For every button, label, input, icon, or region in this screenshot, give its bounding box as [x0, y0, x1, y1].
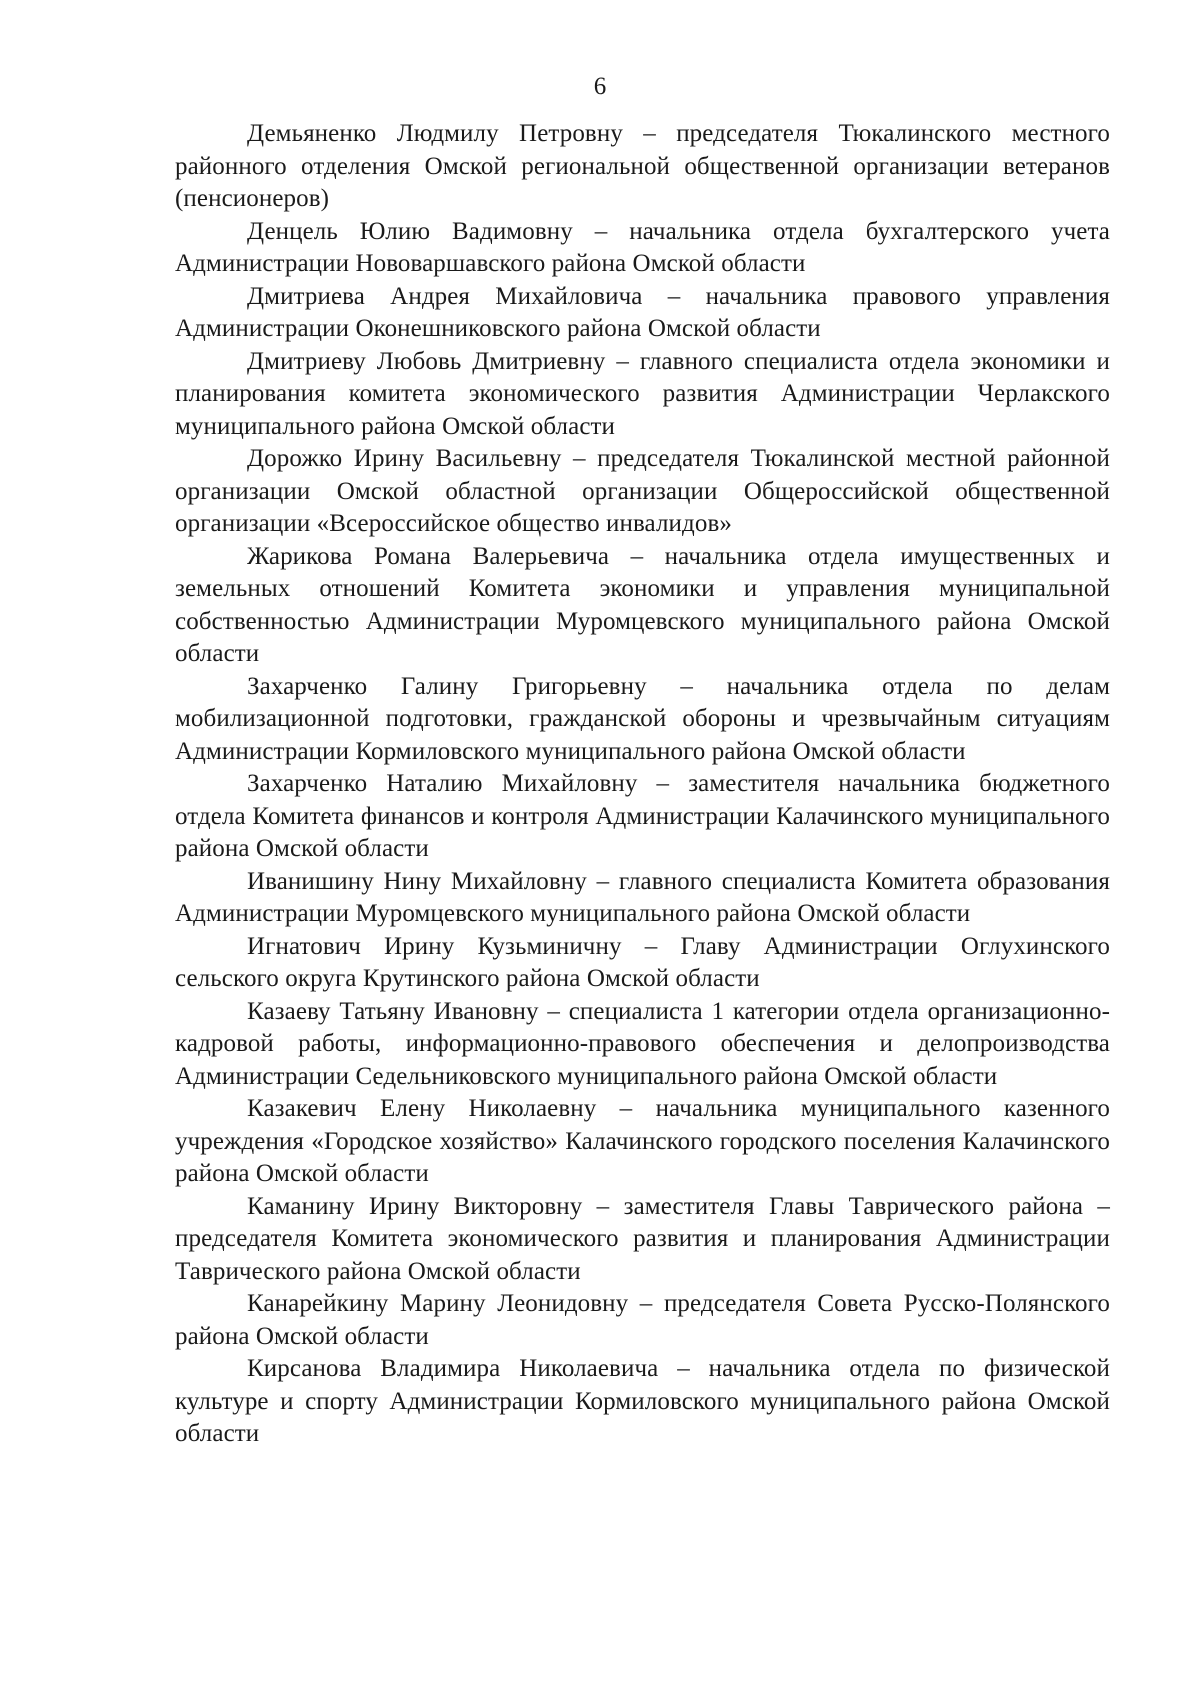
list-item: Казакевич Елену Николаевну – начальника муниципального казенного учреждения «Городское хозяйство» Калачинского городского поселения Калачинского района Омской области	[175, 1095, 1110, 1187]
list-item: Дмитриева Андрея Михайловича – начальника правового управления Администрации Оконешниковского района Омской области	[175, 282, 1110, 342]
list-item: Жарикова Романа Валерьевича – начальника отдела имущественных и земельных отношений Комитета экономики и управления муниципальной собственностью Администрации Муромцевского муниципального района Омской области	[175, 542, 1110, 667]
list-item: Захарченко Наталию Михайловну – заместителя начальника бюджетного отдела Комитета финансов и контроля Администрации Калачинского муниципального района Омской области	[175, 770, 1110, 862]
list-item: Кирсанова Владимира Николаевича – начальника отдела по физической культуре и спорту Администрации Кормиловского муниципального района Омской области	[175, 1355, 1110, 1447]
list-item: Казаеву Татьяну Ивановну – специалиста 1 категории отдела организационно-кадровой работы, информационно-правового обеспечения и делопроизводства Администрации Седельниковского муниципального района Омской области	[175, 997, 1110, 1090]
page-number: 6	[593, 73, 607, 100]
list-item: Иванишину Нину Михайловну – главного специалиста Комитета образования Администрации Муромцевского муниципального района Омской области	[175, 867, 1110, 927]
list-item: Захарченко Галину Григорьевну – начальника отдела по делам мобилизационной подготовки, гражданской обороны и чрезвычайным ситуациям Администрации Кормиловского муниципального района Омской области	[175, 672, 1110, 765]
list-item: Каманину Ирину Викторовну – заместителя Главы Таврического района – председателя Комитета экономического развития и планирования Администрации Таврического района Омской области	[175, 1192, 1110, 1285]
list-item: Дмитриеву Любовь Дмитриевну – главного специалиста отдела экономики и планирования комитета экономического развития Администрации Черлакского муниципального района Омской области	[175, 347, 1110, 440]
list-item: Денцель Юлию Вадимовну – начальника отдела бухгалтерского учета Администрации Нововаршавского района Омской области	[175, 217, 1110, 277]
list-item: Демьяненко Людмилу Петровну – председателя Тюкалинского местного районного отделения Омской региональной общественной организации ветеранов (пенсионеров)	[175, 120, 1110, 212]
list-item: Канарейкину Марину Леонидовну – председателя Совета Русско-Полянского района Омской области	[175, 1290, 1110, 1350]
list-item: Дорожко Ирину Васильевну – председателя Тюкалинской местной районной организации Омской областной организации Общероссийской общественной организации «Всероссийское общество инвалидов»	[175, 445, 1110, 537]
award-list	[175, 118, 1110, 1451]
list-item: Игнатович Ирину Кузьминичну – Главу Администрации Оглухинского сельского округа Крутинского района Омской области	[175, 932, 1110, 992]
